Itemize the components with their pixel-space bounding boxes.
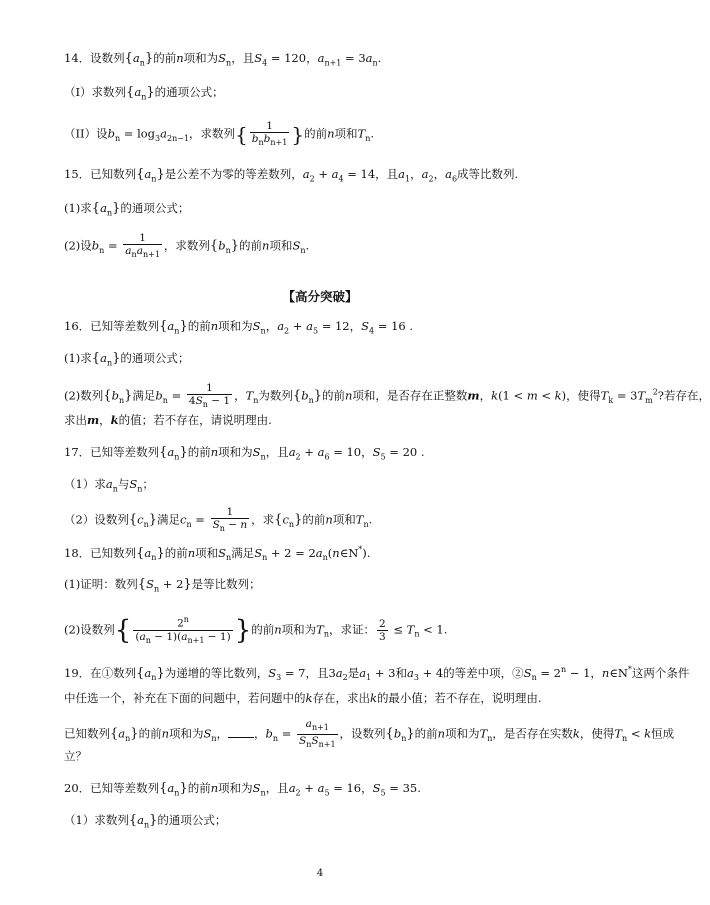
problem-14-stem: 14．设数列$\{a_n\}$的前n项和为$S_n$，且$S_4 = 120$，$a_{n+1} = 3a_n$.	[64, 51, 382, 68]
problem-19-question-cont: 立？	[64, 749, 87, 763]
problem-17-part-1: （1）求$a_n$与$S_n$；	[64, 477, 154, 494]
problem-19-stem: 19．在①数列$\{a_n\}$为递增的等比数列，$S_3 = 7$，且$3a_2$是$a_1 + 3$和$a_3 + 4$的等差中项，$②S_n = 2^n - 1$，n∈N*这两个条件	[64, 665, 690, 683]
problem-19-stem-cont: 中任选一个，补充在下面的问题中，若问题中的k存在，求出k的最小值；若不存在，说明理由.	[64, 691, 542, 705]
problem-15-stem: 15．已知数列$\{a_n\}$是公差不为零的等差数列，$a_2 + a_4 = 14$，且$a_1$，$a_2$，$a_6$成等比数列.	[64, 167, 519, 184]
problem-16-part-2-cont: 求出m，k的值；若不存在，请说明理由.	[64, 413, 272, 427]
problem-20-part-1: （1）求数列$\{a_n\}$的通项公式；	[64, 813, 227, 830]
problem-16-stem: 16．已知等差数列$\{a_n\}$的前n项和为$S_n$，$a_2 + a_5 = 12$，$S_4 = 16$ .	[64, 319, 414, 336]
fill-in-blank	[228, 727, 254, 738]
page-number: 4	[316, 868, 324, 879]
problem-18-part-1: (1)证明：数列$\{S_n + 2\}$是等比数列；	[64, 577, 261, 594]
problem-16-part-2: (2)数列$\{b_n\}$满足$b_n$ = $\frac{1}{4S_n - 1}$ ，$T_n$为数列$\{b_n\}$的前n项和，是否存在正整数m，k(1 < m < k)，使得$T_k = 3T_m^2$?若存在，	[64, 382, 710, 410]
problem-15-part-2: (2)设$b_n$ = $\frac{1}{a_na_{n+1}}$ ，求数列$\{b_n\}$的前n项和$S_n$.	[64, 232, 310, 260]
problem-18-stem: 18．已知数列$\{a_n\}$的前n项和$S_n$满足$S_n + 2$ = $2a_n(n\in N^*)$.	[64, 545, 371, 563]
problem-14-part-2: （II）设$b_n = \log_3a_{2n-1}$，求数列{ $\frac{1}{b_nb_{n+1}}$ }的前n项和$T_n$.	[64, 120, 374, 148]
problem-18-part-2: (2)设数列{ $\frac{2^n}{(a_n - 1)(a_{n+1} - 1)}$ }的前n项和为$T_n$，求证： $\frac{2}{3}$ ≤ $T_n < 1$.	[64, 615, 448, 646]
problem-15-part-1: (1)求$\{a_n\}$的通项公式；	[64, 201, 190, 218]
problem-14-part-1: （I）求数列$\{a_n\}$的通项公式；	[64, 85, 224, 102]
problem-16-part-1: (1)求$\{a_n\}$的通项公式；	[64, 351, 190, 368]
problem-17-stem: 17．已知等差数列$\{a_n\}$的前n项和为$S_n$，且$a_2 + a_6 = 10$，$S_5 = 20$ .	[64, 445, 425, 462]
problem-19-question: 已知数列$\{a_n\}$的前n项和为$S_n$， ，$b_n$ = $\frac{a_{n+1}}{S_nS_{n+1}}$ ，设数列$\{b_n\}$的前n项和为$T_n$，是否存在实数k，使得$T_n < k$恒成	[64, 718, 675, 750]
problem-17-part-2: （2）设数列$\{c_n\}$满足$c_n$ = $\frac{1}{S_n - n}$ ，求$\{c_n\}$的前n项和$T_n$.	[64, 506, 373, 534]
section-heading: 【高分突破】	[282, 289, 358, 304]
problem-20-stem: 20．已知等差数列$\{a_n\}$的前n项和为$S_n$，且$a_2 + a_5 = 16$，$S_5 = 35$.	[64, 781, 421, 798]
